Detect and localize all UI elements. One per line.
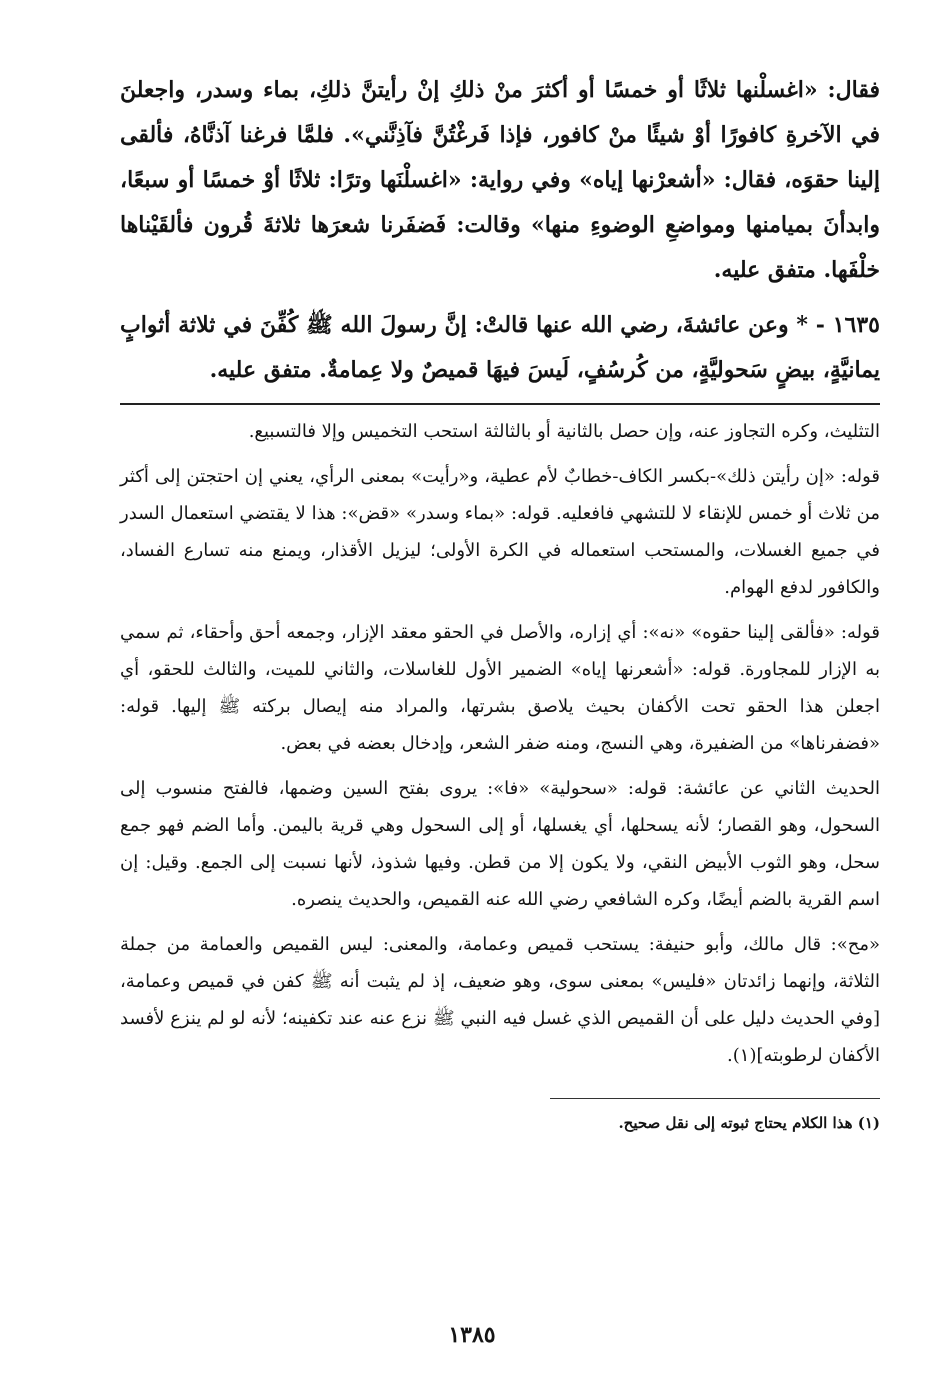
commentary-paragraph: التثليث، وكره التجاوز عنه، وإن حصل بالثانية أو بالثالثة استحب التخميس وإلا فالتسبيع. xyxy=(248,421,880,442)
page-number: ١٣٨٥ xyxy=(448,1322,496,1348)
commentary-paragraph: قوله: «فألقى إلينا حقوه» «نه»: أي إزاره، والأصل في الحقو معقد الإزار، وجمعه أحق وأحقاء، ثم سمي به الإزار للمجاورة. قوله: «أشعرنها إياه» الضمير الأول للغاسلات، والثاني للميت، والثالث للحقو، أي اجعلن هذا الحقو تحت الأكفان بحيث يلاصق بشرتها، والمراد منه إيصال بركته ﷺ إليها. قوله: «فضفرناها» من الضفيرة، وهي النسج، ومنه ضفر الشعر، وإدخال بعضه في بعض. xyxy=(120,622,880,754)
footnote: (١) هذا الكلام يحتاج ثبوته إلى نقل صحيح. xyxy=(618,1114,880,1132)
page-body xyxy=(120,68,880,1135)
commentary-paragraph: الحديث الثاني عن عائشة: قوله: «سحولية» «فا»: يروى بفتح السين وضمها، فالفتح منسوب إلى السحول، وهو القصار؛ لأنه يسحلها، أي يغسلها، أو إلى السحول وهي قرية باليمن. وأما الضم فهو جمع سحل، وهو الثوب الأبيض النقي، ولا يكون إلا من قطن. وفيها شذوذ، لأنها نسبت إلى الجمع. وقيل: إن اسم القرية بالضم أيضًا، وكره الشافعي رضي الله عنه القميص، والحديث ينصره. xyxy=(120,778,880,910)
section-divider xyxy=(120,403,880,405)
commentary-paragraph: قوله: «إن رأيتن ذلك»-بكسر الكاف-خطابٌ لأم عطية، و«رأيت» بمعنى الرأي، يعني إن احتجتن إلى أكثر من ثلاث أو خمس للإنقاء لا للتشهي فافعليه. قوله: «بماء وسدر» «قض»: هذا لا يقتضي استعمال السدر في جميع الغسلات، والمستحب استعماله في الكرة الأولى؛ ليزيل الأقذار، ويمنع منه تسارع الفساد، والكافور لدفع الهوام. xyxy=(120,466,880,598)
commentary-paragraph: «مح»: قال مالك، وأبو حنيفة: يستحب قميص وعمامة، والمعنى: ليس القميص والعمامة من جملة الثلاثة، وإنهما زائدتان «فليس» بمعنى سوى، وهو ضعيف، إذ لم يثبت أنه ﷺ كفن في قميص وعمامة، [وفي الحديث دليل على أن القميص الذي غسل فيه النبي ﷺ نزع عنه عند تكفينه؛ لأنه لو لم ينزع لأفسد الأكفان لرطوبته](١). xyxy=(120,934,880,1066)
footnote-divider xyxy=(550,1098,880,1099)
hadith-paragraph: فقال: «اغسلْنها ثلاثًا أو خمسًا أو أكثرَ منْ ذلكِ إنْ رأيتنَّ ذلكِ، بماء وسدر، واجعلنَ في الآخرةِ كافورًا أوْ شيئًا منْ كافور، فإذا فَرغْتُنَّ فآذِنَّني». فلمَّا فرغنا آذنَّاهُ، فألقى إلينا حقوَه، فقال: «أشعرْنها إياه» وفي رواية: «اغسلْنَها وترًا: ثلاثًا أوْ خمسًا أو سبعًا، وابدأنَ بميامنها ومواضعِ الوضوءِ منها» وقالت: فَضفَرنا شعرَها ثلاثةَ قُرون فألقَيْناها خلْفَها. متفق عليه. xyxy=(120,77,880,283)
hadith-text xyxy=(120,68,880,393)
commentary-text xyxy=(120,413,880,1074)
hadith-paragraph: ١٦٣٥ - * وعن عائشةَ، رضي الله عنها قالتْ: إنَّ رسولَ الله ﷺ كُفِّنَ في ثلاثة أثوابٍ يمانيَّةٍ، بيضٍ سَحوليَّةٍ، من كُرسُفٍ، لَيسَ فيهَا قميصٌ ولا عِمامةٌ. متفق عليه. xyxy=(120,312,880,383)
